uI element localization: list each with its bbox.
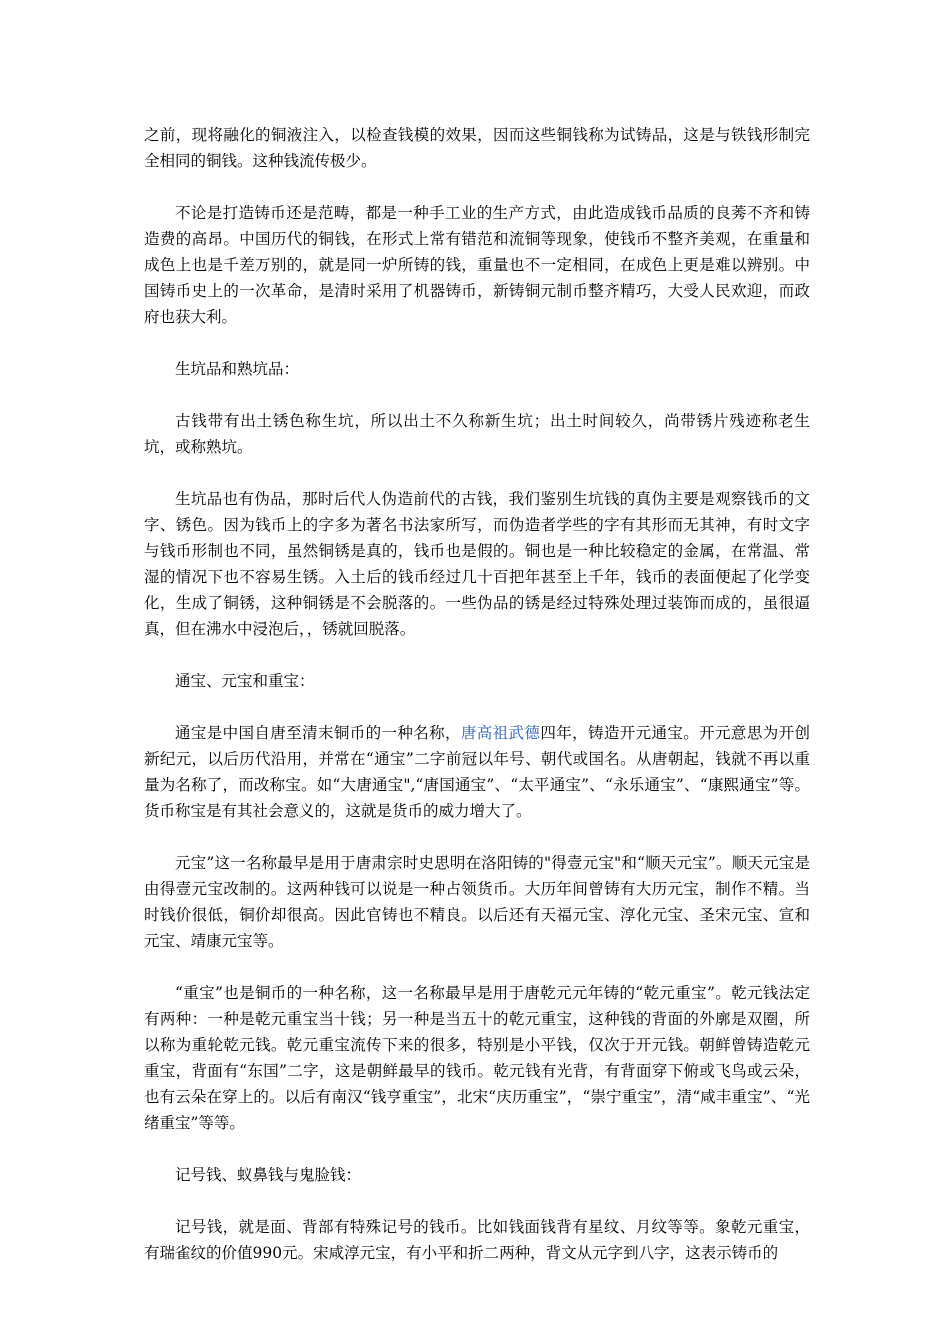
paragraph-hand-casting: 不论是打造铸币还是范畴，都是一种手工业的生产方式，由此造成钱币品质的良莠不齐和铸造费的高昂。中国历代的铜钱，在形式上常有错范和流铜等现象，使钱币不整齐美观，在重量和成色上也是千差万别的，就是同一炉所铸的钱，重量也不一定相同，在成色上更是难以辨别。中国铸币史上的一次革命，是清时采用了机器铸币，新铸铜元制币整齐精巧，大受人民欢迎，而政府也获大利。 [144, 204, 810, 326]
paragraph-yuanbao: 元宝”这一名称最早是用于唐肃宗时史思明在洛阳铸的"得壹元宝"和“顺天元宝”。顺天元宝是由得壹元宝改制的。这两种钱可以说是一种占领货币。大历年间曾铸有大历元宝，制作不精。当时钱价很低，铜价却很高。因此官铸也不精良。以后还有天福元宝、淳化元宝、圣宋元宝、宣和元宝、靖康元宝等。 [144, 854, 810, 950]
tang-gaozu-wude-link[interactable]: 唐高祖武德 [460, 724, 541, 742]
document-page [144, 122, 810, 1266]
paragraph-shengkeng-definition: 古钱带有出土锈色称生坑，所以出土不久称新生坑；出土时间较久，尚带锈片残迹称老生坑，或称熟坑。 [144, 412, 810, 456]
heading-jihao-yibi-guilian: 记号钱、蚁鼻钱与鬼脸钱： [175, 1166, 362, 1184]
heading-shengkeng-shukeng: 生坑品和熟坑品： [175, 360, 300, 378]
paragraph-tongbao [144, 720, 810, 824]
tongbao-text-after: 四年，铸造开元通宝。开元意思为开创新纪元，以后历代沿用，并常在“通宝”二字前冠以年号、朝代或国名。从唐朝起，钱就不再以重量为名称了，而改称宝。如“大唐通宝",“唐国通宝”、“太平通宝”、“永乐通宝”、“康熙通宝”等。货币称宝是有其社会意义的，这就是货币的威力增大了。 [144, 724, 810, 820]
paragraph-shengkeng-forgery: 生坑品也有伪品，那时后代人伪造前代的古钱，我们鉴别生坑钱的真伪主要是观察钱币的文字、锈色。因为钱币上的字多为著名书法家所写，而伪造者学些的字有其形而无其神，有时文字与钱币形制也不同，虽然铜锈是真的，钱币也是假的。铜也是一种比较稳定的金属，在常温、常湿的情况下也不容易生锈。入土后的钱币经过几十百把年甚至上千年，钱币的表面便起了化学变化，生成了铜锈，这种铜锈是不会脱落的。一些伪品的锈是经过特殊处理过装饰而成的，虽很逼真，但在沸水中浸泡后，，锈就回脱落。 [144, 490, 810, 638]
heading-tongbao-yuanbao-zhongbao: 通宝、元宝和重宝： [175, 672, 315, 690]
tongbao-text-before: 通宝是中国自唐至清末铜币的一种名称， [175, 724, 461, 742]
paragraph-trial-casting: 之前，现将融化的铜液注入，以检查钱模的效果，因而这些铜钱称为试铸品，这是与铁钱形制完全相同的铜钱。这种钱流传极少。 [144, 126, 810, 170]
paragraph-zhongbao: “重宝”也是铜币的一种名称，这一名称最早是用于唐乾元元年铸的“乾元重宝”。乾元钱法定有两种：一种是乾元重宝当十钱；另一种是当五十的乾元重宝，这种钱的背面的外廓是双圈，所以称为重轮乾元钱。乾元重宝流传下来的很多，特别是小平钱，仅次于开元钱。朝鲜曾铸造乾元重宝，背面有“东国”二字，这是朝鲜最早的钱币。乾元钱有光背，有背面穿下俯或飞鸟或云朵，也有云朵在穿上的。以后有南汉“钱亨重宝”，北宋“庆历重宝”，“崇宁重宝”，清“咸丰重宝”、“光绪重宝”等等。 [144, 984, 810, 1132]
paragraph-jihao-qian: 记号钱，就是面、背部有特殊记号的钱币。比如钱面钱背有星纹、月纹等等。象乾元重宝，有瑞雀纹的价值990元。宋咸淳元宝，有小平和折二两种，背文从元字到八字，这表示铸币的 [144, 1218, 810, 1262]
